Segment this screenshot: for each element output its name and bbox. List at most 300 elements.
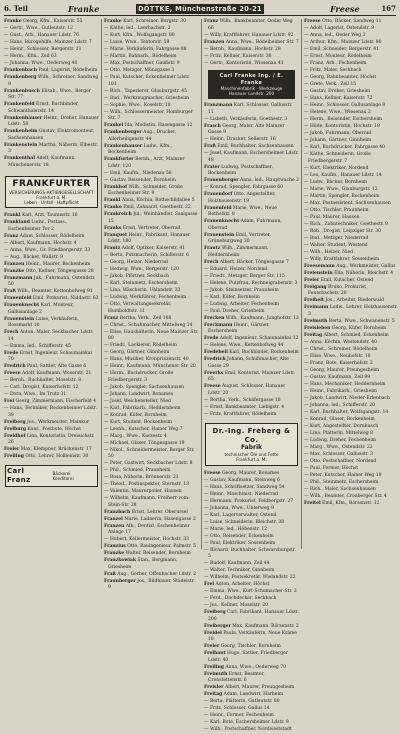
entry-details: Ida, Modistin, Hasengasse 12 [124, 123, 193, 128]
directory-entry [104, 357, 199, 364]
ditto-dash: — [304, 207, 310, 213]
ad-line: Fabrik [240, 444, 263, 451]
directory-entry [304, 375, 399, 382]
running-head-right: Freese [330, 4, 360, 14]
entry-surname: Freese [304, 19, 321, 24]
directory-entry [104, 110, 199, 123]
entry-details: Heinr., Dreher, Hanauer Ldstr. 58 [8, 115, 99, 127]
directory-entry [204, 644, 299, 651]
directory-entry [4, 102, 99, 115]
entry-details: Adam, Schlosser, Rödelheim [19, 233, 85, 239]
entry-details: Otto, Metzger, Münzgasse 3 [109, 68, 175, 73]
directory-entry [104, 475, 199, 482]
directory-entry [4, 447, 99, 454]
ditto-dash: — [304, 472, 310, 478]
ditto-dash: — [104, 302, 110, 307]
entry-details: Franz, Bote, Kaiserhofstr. 2 [309, 360, 373, 366]
entry-surname: Franzke [4, 268, 25, 274]
ditto-dash: — [304, 353, 310, 359]
entry-list [4, 19, 99, 169]
header-advertisement-band: DÖTTKE, Münchenstraße 20-21 [136, 4, 264, 14]
directory-entry [104, 274, 199, 281]
entry-details: Otto, Postschaffner, Nordend [309, 458, 377, 464]
entry-surname: Frankenfeld [4, 102, 35, 107]
entry-details: Paul, Kutscher, Eckenheimer Ldstr. 101 [108, 75, 191, 87]
directory-entry [4, 75, 99, 88]
entry-surname: Freiberger [204, 623, 231, 629]
directory-entry [304, 487, 399, 494]
ditto-dash: — [204, 512, 210, 518]
entry-details: Josef, Weichensteller, Nied [109, 398, 171, 404]
ditto-dash: — [204, 343, 210, 348]
entry-details: Heinr., Schlosser, Gallusanlage 8 [309, 103, 386, 108]
entry-details: Sophie, Wwe., Koselstr. 18 [109, 102, 171, 108]
ditto-dash: — [104, 364, 110, 369]
ditto-dash: — [104, 47, 110, 52]
entry-details: Georg, Maurer, Bonames [222, 470, 280, 476]
ditto-dash: — [4, 254, 10, 260]
entry-details: Helene, Putzfrau, Rechneigrabenstr. 3 [209, 280, 298, 286]
entry-details: Ernst, Vertreter, Oberrad [122, 225, 181, 231]
directory-entry [204, 692, 299, 699]
entry-surname: Freese [204, 470, 221, 476]
ditto-dash: — [4, 392, 10, 397]
entry-details: Konr., Postbote, Höchst [27, 426, 81, 432]
directory-column-2 [104, 19, 199, 590]
directory-entry [204, 520, 299, 527]
ditto-dash: — [4, 40, 10, 45]
ditto-dash: — [304, 68, 310, 73]
ditto-dash: — [4, 47, 10, 52]
ditto-dash: — [304, 465, 310, 471]
entry-details: Gustav, Elektromonteur, Sachsenhausen [8, 129, 95, 141]
ditto-dash: — [104, 496, 110, 501]
entry-details: Max, Kaufmann, Börsenstr. 2 [232, 623, 299, 629]
ditto-dash: — [204, 699, 210, 704]
ditto-dash: — [104, 109, 110, 115]
entry-surname: Frautz [204, 246, 221, 251]
ditto-dash: — [304, 145, 310, 150]
directory-entry [204, 336, 299, 343]
ditto-dash: — [4, 33, 10, 38]
entry-details: Phil., Schmied, Praunheim [109, 468, 171, 473]
directory-entry [4, 378, 99, 385]
directory-entry [204, 471, 299, 478]
entry-details: Jos., Arbeiter, Riederwald [325, 298, 384, 303]
directory-entry [104, 413, 199, 420]
ditto-dash: — [204, 526, 210, 532]
directory-entry [304, 201, 399, 208]
ditto-dash: — [304, 451, 310, 457]
entry-details: Karl, Buchdrucker, Fahrgasse 40 [309, 145, 385, 150]
directory-entry [104, 385, 199, 392]
entry-details: Franz, Arb., Fechenheim [309, 61, 367, 66]
entry-surname: Franzkowiak [104, 558, 136, 563]
entry-details: Emil, Prokurist, Niddastr. 63 [32, 296, 99, 301]
directory-entry [4, 420, 99, 427]
entry-details: Heinr., Maschinist, Niederrad [209, 491, 279, 497]
ditto-dash: — [304, 200, 310, 206]
entry-details: Adam, Fuhrmann, Oberrad [208, 219, 282, 231]
directory-entry [4, 351, 99, 364]
directory-entry [104, 537, 199, 544]
entry-surname: Franke [4, 19, 22, 24]
entry-details: Heinr., Maurer, Bockenheim [25, 261, 91, 267]
entry-details: Wilh., Schlossermeister, Homburger Str. 7 [108, 109, 193, 121]
entry-details: Alb., Dentist, Eschenheimer Anlage 17 [108, 523, 190, 535]
ditto-dash: — [104, 54, 110, 59]
directory-entry [4, 129, 99, 142]
entry-surname: Freier [304, 277, 320, 283]
directory-entry [304, 326, 399, 333]
entry-details: Ernst, Monteur, Rödelheim [309, 54, 372, 59]
entry-details: Käthe, Schneiderin, Große Friedbergerstr. 7 [308, 152, 371, 164]
entry-surname: Franzen [104, 523, 125, 529]
entry-details: Ludwig, Arbeiter, Fechenheim [209, 301, 279, 307]
entry-details: Christ., Schreiner, Rödelheim [309, 346, 378, 352]
directory-entry [104, 482, 199, 489]
entry-details: Paula, Verkäuferin, Neue Kräme 18 [208, 630, 297, 642]
entry-surname: Frankenstein [4, 142, 38, 148]
entry-details: Georg, Maurer, Preungesheim [309, 367, 380, 373]
entry-details: Käthe, led., Leerbachstr. 2 [109, 26, 171, 31]
entry-details: Otto, Reisender, Eckenheim [209, 533, 274, 539]
entry-list [204, 103, 299, 418]
entry-surname: Fredrich [204, 357, 226, 362]
entry-details: Georg, Zimmermann, Fischerfeld 4 [15, 399, 96, 404]
entry-surname: Frater [204, 164, 220, 170]
entry-details: Walter, Reisender, Bornheim [125, 551, 191, 556]
entry-details: Martin, Spengler, Bockenheim [309, 193, 380, 199]
ditto-dash: — [204, 713, 210, 718]
entry-details: Lina, Wäscherin, Uhlandstr. 33 [109, 288, 181, 293]
entry-details: Bernh., Arzt, Mainzer Ldstr. 120 [108, 157, 185, 169]
ditto-dash: — [104, 412, 110, 418]
entry-details: Jakob, Landwirt, Nieder-Erlenbach [309, 395, 390, 401]
entry-details: Ernst, Ingenieur, Schaumainkai 70 [8, 350, 92, 362]
ditto-dash: — [204, 273, 210, 279]
entry-details: Anton, Maler, Seckbacher Ldstr. 14 [8, 330, 94, 342]
entry-details: Jakob, Steinsetzer, Praunheim [209, 287, 279, 293]
directory-entry [104, 103, 199, 110]
entry-details: Gustav, Reisender, Bornheim [109, 177, 176, 183]
entry-details: Paul, Sattler, Alte Gasse 6 [27, 364, 87, 369]
entry-surname: Frei [204, 582, 215, 587]
ditto-dash: — [304, 110, 310, 115]
entry-details: Emil, Kaufm., Niedenau 58 [109, 170, 172, 176]
ditto-dash: — [4, 406, 10, 411]
entry-surname: Frankenberger [104, 130, 142, 135]
ditto-dash: — [104, 468, 110, 473]
directory-entry [304, 194, 399, 201]
entry-surname: Franquet [104, 232, 128, 238]
entry-details: Rud., Metzger, Niederrad [309, 235, 369, 241]
entry-details: Anna, Wwe., Gr. Friedbergerstr. 33 [9, 247, 91, 253]
entry-details: Adolf, Ingenieur, Schaumainkai 12 [219, 336, 299, 341]
entry-surname: Franzen [4, 261, 25, 267]
ditto-dash: — [304, 117, 310, 122]
entry-details: Michael, Glaser, Töngesgasse 19 [109, 440, 185, 446]
ditto-dash: — [104, 482, 110, 487]
entry-details: Jos., Werkmeister, Mainkur [27, 419, 90, 425]
directory-entry [104, 171, 199, 178]
column-divider [201, 19, 202, 549]
entry-details: Herm., Reisender, Eschersheim [309, 117, 383, 122]
ad-line: Konditorei [52, 475, 74, 481]
directory-entry [104, 144, 199, 157]
entry-surname: Frankenberg [4, 75, 37, 80]
directory-entry [4, 269, 99, 276]
entry-details: Kurt, Kfm., Wolfsgangstr. 80 [109, 33, 175, 38]
entry-details: Ludw., Postass., Eschenheimer Tor 2 [8, 220, 68, 232]
entry-details: Bruno, Prokurist, Feuerbachstr. 20 [308, 284, 368, 296]
entry-details: Marg., Wwe., Ostendstr. 22 [309, 444, 373, 450]
entry-surname: Freiburg [4, 426, 26, 432]
directory-entry [204, 103, 299, 116]
entry-details: Aug., Drucker, Allerheiligenstr. 44 [108, 130, 177, 142]
directory-entry [4, 54, 99, 61]
ditto-dash: — [204, 32, 210, 38]
directory-entry [104, 302, 199, 315]
ad-line: Bäckerei [52, 470, 71, 476]
directory-entry [4, 317, 99, 330]
entry-details: Wilh., Zimmermann, Heddernheim [208, 246, 269, 258]
entry-details: Wilh., Schreiner, Sandweg 9 [8, 75, 99, 87]
directory-entry [204, 513, 299, 520]
directory-entry [204, 343, 299, 350]
entry-details: Georg, Küfer, Bornheim [331, 325, 387, 331]
ditto-dash: — [304, 214, 310, 220]
entry-details: Johanna, led., Schifferstr. 20 [309, 402, 375, 408]
advertisement-frankfurter [5, 176, 98, 208]
ditto-dash: — [204, 540, 210, 546]
entry-details: Wilh., Kaufmann, Junghofstr. 12 [225, 315, 299, 321]
directory-entry [4, 392, 99, 399]
ditto-dash: — [204, 301, 210, 307]
ditto-dash: — [4, 343, 10, 349]
directory-entry [4, 116, 99, 129]
directory-entry [204, 267, 299, 274]
directory-entry [204, 534, 299, 541]
entry-details: Albert, Maurer, Preungesheim [224, 685, 295, 690]
entry-details: Georg, Bahnbeamter, Höchst [309, 75, 377, 80]
entry-surname: Franzius [104, 544, 126, 549]
page-number-right: 167 [381, 4, 396, 13]
ditto-dash: — [204, 547, 210, 553]
entry-details: Arthur, Kfm., Mainzer Ldstr. 90 [309, 40, 382, 45]
entry-details: Otto, Tischler, Praunheim [309, 207, 369, 213]
entry-details: Valentin, Maurerpolier, Hausen [109, 489, 182, 494]
directory-entry [304, 424, 399, 431]
entry-details: Paul, Former, Höchst [309, 465, 358, 471]
directory-entry [304, 333, 399, 340]
entry-details: Martha, Näherin, Elbestr. 3 [8, 142, 98, 154]
directory-entry [4, 89, 99, 102]
entry-details: Rosa, Näherin, Brönnerstr. 21 [109, 475, 179, 480]
directory-entry [104, 392, 199, 399]
directory-entry [304, 68, 399, 75]
ditto-dash: — [104, 391, 110, 397]
ditto-dash: — [204, 404, 210, 410]
directory-column-1 [4, 19, 99, 549]
directory-entry [304, 19, 399, 26]
entry-details: Hans, Schriftsetzer, Sandweg 54 [209, 484, 285, 490]
entry-details: Johanna, Wwe., Oederweg 40 [9, 61, 78, 66]
entry-details: Willy, Kraftfahrer, Sossenheim [309, 256, 380, 262]
entry-surname: Franz [4, 233, 19, 239]
entry-details: Dora, Wwe., Im Trutz 31 [9, 392, 67, 397]
ditto-dash: — [104, 329, 110, 335]
ditto-dash: — [304, 47, 310, 52]
entry-surname: Fredebeil [204, 350, 228, 355]
ditto-dash: — [204, 596, 210, 601]
directory-entry [204, 706, 299, 713]
entry-details: Josef, Kaufmann, Eschersheimer Ldstr. 48 [208, 151, 299, 163]
advertisement-freberg [205, 423, 298, 466]
entry-details: Rich., Zahntechniker, Goethestr. 9 [309, 221, 389, 227]
directory-entry [304, 152, 399, 165]
entry-details: Wilh., Heizer, Nied [309, 249, 354, 255]
directory-entry [104, 441, 199, 448]
directory-entry [104, 496, 199, 509]
entry-details: Luise, Verkäuferin, Rossmarkt 10 [8, 316, 80, 328]
entry-details: Kurt, Student, Bockenheim [109, 419, 172, 425]
ditto-dash: — [304, 221, 310, 227]
running-head-left: Franke [68, 4, 100, 14]
directory-entry [304, 40, 399, 47]
entry-details: Karl, Schlosser, Gallusstr. 11 [208, 103, 293, 115]
directory-entry [304, 445, 399, 452]
entry-details: Marie, Wwe., Glauburgstr. 12 [309, 186, 378, 192]
entry-details: Heinr., Schlosser, Bergerstr. 21 [9, 47, 82, 52]
directory-entry [304, 229, 399, 236]
entry-details: Heinr., Kaufmann, Münchener Str. 20 [109, 364, 196, 369]
directory-entry [204, 316, 299, 323]
directory-entry [104, 281, 199, 288]
entry-details: Georg, Gärtner, Ginnheim [109, 350, 170, 355]
directory-entry [304, 410, 399, 417]
entry-details: August, Schlosser, Hanauer Ldstr. 20 [208, 384, 286, 396]
ditto-dash: — [304, 444, 310, 450]
entry-surname: Freihaut [204, 651, 226, 656]
directory-entry [4, 427, 99, 434]
directory-entry [204, 295, 299, 302]
entry-surname: Frankenhauser [104, 143, 143, 149]
ditto-dash: — [4, 378, 10, 383]
directory-entry [304, 138, 399, 145]
directory-entry [104, 434, 199, 441]
entry-surname: Fraß [204, 144, 216, 149]
directory-entry [104, 68, 199, 75]
entry-details: Konrad, Glaser, Bockenheim [309, 416, 375, 422]
entry-details: Helene, Wwe., Kettenhofweg 44 [209, 343, 284, 348]
directory-entry [304, 222, 399, 229]
directory-entry [204, 206, 299, 219]
ditto-dash: — [4, 54, 10, 59]
entry-details: Otto, Angestellter, Holzhausenstr. 19 [208, 192, 276, 204]
directory-entry [104, 316, 199, 323]
entry-details: Gertr., Kontoristin, Wiesenau 41 [209, 60, 284, 66]
directory-entry [304, 54, 399, 61]
entry-details: Stan., Bergmann, Griesheim [108, 558, 178, 570]
directory-entry [304, 361, 399, 368]
entry-details: Leonh., Kutscher, Hainer Weg 7 [109, 426, 183, 432]
ditto-dash: — [204, 308, 210, 314]
ditto-dash: — [204, 397, 210, 403]
entry-details: Georg, Heizer, Niederrad [109, 260, 168, 265]
ditto-dash: — [304, 138, 310, 143]
entry-surname: Frauendorf [204, 192, 233, 197]
ditto-dash: — [204, 46, 210, 52]
entry-surname: Frankenbach [4, 68, 38, 73]
directory-entry [304, 403, 399, 410]
directory-entry [104, 198, 199, 205]
entry-details: Max, Schlosser, Gallusstr. 3 [309, 451, 373, 457]
entry-details: Fritz, Kellner, Kaiserstr. 30 [209, 53, 272, 59]
ditto-dash: — [4, 61, 10, 66]
entry-surname: Frankenhäuser [4, 115, 43, 121]
ditto-dash: — [104, 288, 110, 293]
directory-entry [304, 285, 399, 298]
ditto-dash: — [304, 165, 310, 171]
entry-details: Ludwig, Postschaffner, Bockenheim [208, 164, 273, 176]
entry-details: Albert, Bäcker, Töngesgasse 7 [219, 259, 289, 265]
directory-entry [104, 579, 199, 592]
entry-details: Ludwig, Dreher, Fechenheim [309, 437, 377, 443]
directory-entry [104, 364, 199, 371]
ad-line: Leben · Unfall · Haftpflicht [24, 200, 79, 205]
directory-entry [304, 396, 399, 403]
entry-surname: Frauenknecht [4, 303, 40, 308]
entry-details: Hans, Musiker, Kronprinzenstr. 40 [109, 357, 189, 362]
entry-details: Christ., Schuhmacher, Mittelweg 14 [109, 322, 193, 328]
ditto-dash: — [104, 260, 110, 265]
entry-surname: Frankenthal [4, 156, 35, 161]
entry-surname: Franks [104, 225, 122, 231]
entry-details: Hans, Bürogehilfe, Mainzer Ldstr. 7 [9, 40, 92, 45]
entry-details: Berta, Wwe., Schwanenstr. 5 [328, 318, 395, 324]
directory-entry [204, 478, 299, 485]
entry-details: Karl, Küfer, Bornheim [209, 294, 260, 300]
ditto-dash: — [104, 61, 110, 66]
directory-entry [204, 575, 299, 582]
directory-entry [304, 187, 399, 194]
entry-details: Richard, Buchhalter, Schwarzburgstr. 5 [208, 547, 296, 559]
ditto-dash: — [304, 381, 310, 387]
directory-entry [204, 246, 299, 259]
directory-entry [304, 389, 399, 396]
directory-entry [4, 303, 99, 316]
directory-entry [204, 288, 299, 295]
ditto-dash: — [304, 256, 310, 262]
directory-entry [304, 124, 399, 131]
ditto-dash: — [104, 177, 110, 183]
directory-entry [104, 371, 199, 384]
entry-details: Hilde, Kontoristin, Hochstr. 19 [309, 124, 380, 129]
directory-entry [204, 117, 299, 124]
entry-surname: Franko [104, 205, 122, 210]
directory-entry [4, 364, 99, 371]
directory-entry [204, 151, 299, 164]
directory-entry [204, 651, 299, 664]
directory-entry [304, 278, 399, 285]
ditto-dash: — [304, 395, 310, 401]
directory-entry [304, 480, 399, 487]
entry-details: Emil, Kutscher, Ostend [320, 277, 374, 283]
directory-entry [204, 527, 299, 534]
entry-surname: Frasch [204, 123, 221, 129]
entry-surname: Franz [204, 19, 219, 24]
